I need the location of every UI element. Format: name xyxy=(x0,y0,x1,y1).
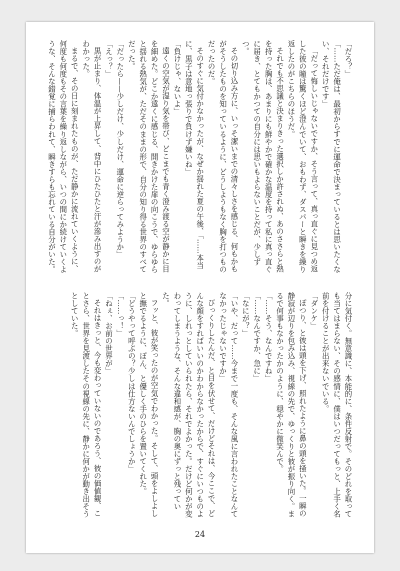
text-line: 「ダンケ」 xyxy=(309,292,319,330)
text-line: それでも不思議と決まりきった選択しか許されぬ、あのささらと熱を持った胸は、あまりにも鮮やかで確かな温度を持って私に真っ直ぐに届き、とてもかつての自分には思いもよらないことだが、少しずつ。 xyxy=(241,40,285,274)
text-line: 「いや、だって……今まで一度も、そんな風に言われたことなんてなかったじゃないですか」 xyxy=(218,292,239,518)
text-line: 「えっ？」 xyxy=(104,40,114,78)
text-line: 分に気付く。無意識に、本能的に、条件反射で。そのどれを取っても当てはまらない、その感情に、僕はいつだってもっと、上手く名前を付けることが出来ないでいる。 xyxy=(321,292,353,518)
text-line: 「どうやって呼ぶの？少しは仕方ないんでしょうか」 xyxy=(127,292,137,473)
text-line: ぽつり、と彼は頭を下げ、照れたように鼻の頭を掻いた。一瞬の静寂が辺りを包み込み、視線の先で、ゆっくりと彼が振り向く。まるで何事もなかったかのように、穏やかに微笑んで。 xyxy=(275,292,308,518)
text-line: 「……そう、なんですね」 xyxy=(264,292,274,383)
text-line: 「……っ！」 xyxy=(115,292,125,338)
text-line: 「……なんですか、急に」 xyxy=(252,292,262,383)
page-number: 24 xyxy=(194,530,206,539)
text-line: 黒が止まり、体温が上昇して、背中にひたひたと汗が滲み出すのがわかった。 xyxy=(81,40,103,273)
text-line: 「だろ？」 xyxy=(344,40,353,78)
text-line: その切り込み方に、いっそ潔いまでの清々しさを感じる、何もかもがそうしたものを知っているように、どうしようもなく胸を打つものだったのだ。 xyxy=(207,40,239,274)
text-line: びっくりしたんだ、と目を伏せて、だけどそれは、今ここで、どんな顔をすればいいのかわからなかったからで、すぐにいつものように、しれっとしていられたら、それでよかった。だけど何かが変わってしまうような、そんな違和感が、胸の奥にずっと残っていた。 xyxy=(161,292,217,518)
text-line: 遠くの空気が湿り気を帯び、どこまでも青く澄み渡る空が静かに目を細めた。どこか遠くに感じる、開きかけた扉の向こうで、ゆらゆらと揺れる熱気が、ただそのままの形で、自分の知り得る世界のすべてだった。 xyxy=(127,40,171,274)
text-line: まるで、その日に刻まれたものが、ただ静かに流れていくように、何度も何度もその言葉を繰り返しながら、いつの間にか続けていくような、そんな錯覚に捕らわれて、瞬きすらも忘れている自分がいた。 xyxy=(47,40,80,274)
top-text-block xyxy=(26,40,374,275)
text-line: 「負けじゃ、ないよ」 xyxy=(172,40,182,116)
text-line: 「ねぇ、お前の世界が」 xyxy=(104,292,114,375)
text-line: そのすぐに気付かなかったが、なぜか揺れた夏の午後、「……本当に、黒子は意地っ張りで負けず嫌いね」 xyxy=(184,40,205,270)
text-line: それはきっと、今も変わっていないのであろう、彼の価値観、ことさら、世界を見渡したその視線の先に、静かに何かが動き出そうとしていた。 xyxy=(70,292,103,518)
text-line: 「だって悔しいじゃないですか、そう言って、真っ直ぐに見つめ返した彼の瞳は驚くほど澄んでいて、おもわず、ダスパーと瞬きを繰り返したのがこちらのほうだ。 xyxy=(286,40,319,274)
text-line: 「……ただ俺は、最初からすでに運命で決まっているとは思いたくない、それだけです」 xyxy=(321,40,342,274)
text-line: フッと、彼が笑ったのが空気でわかった。そして、頭をよしよしと撫でるように、ぽん、と優しく手のひらを置いてくれた。 xyxy=(138,292,160,518)
text-line: 「なにが？」 xyxy=(241,292,251,338)
bottom-text-block xyxy=(26,292,374,520)
text-line: 「だったら——少しだけ、少しだけ、運命に逆らってみようか」 xyxy=(115,40,125,259)
book-page xyxy=(26,22,374,553)
